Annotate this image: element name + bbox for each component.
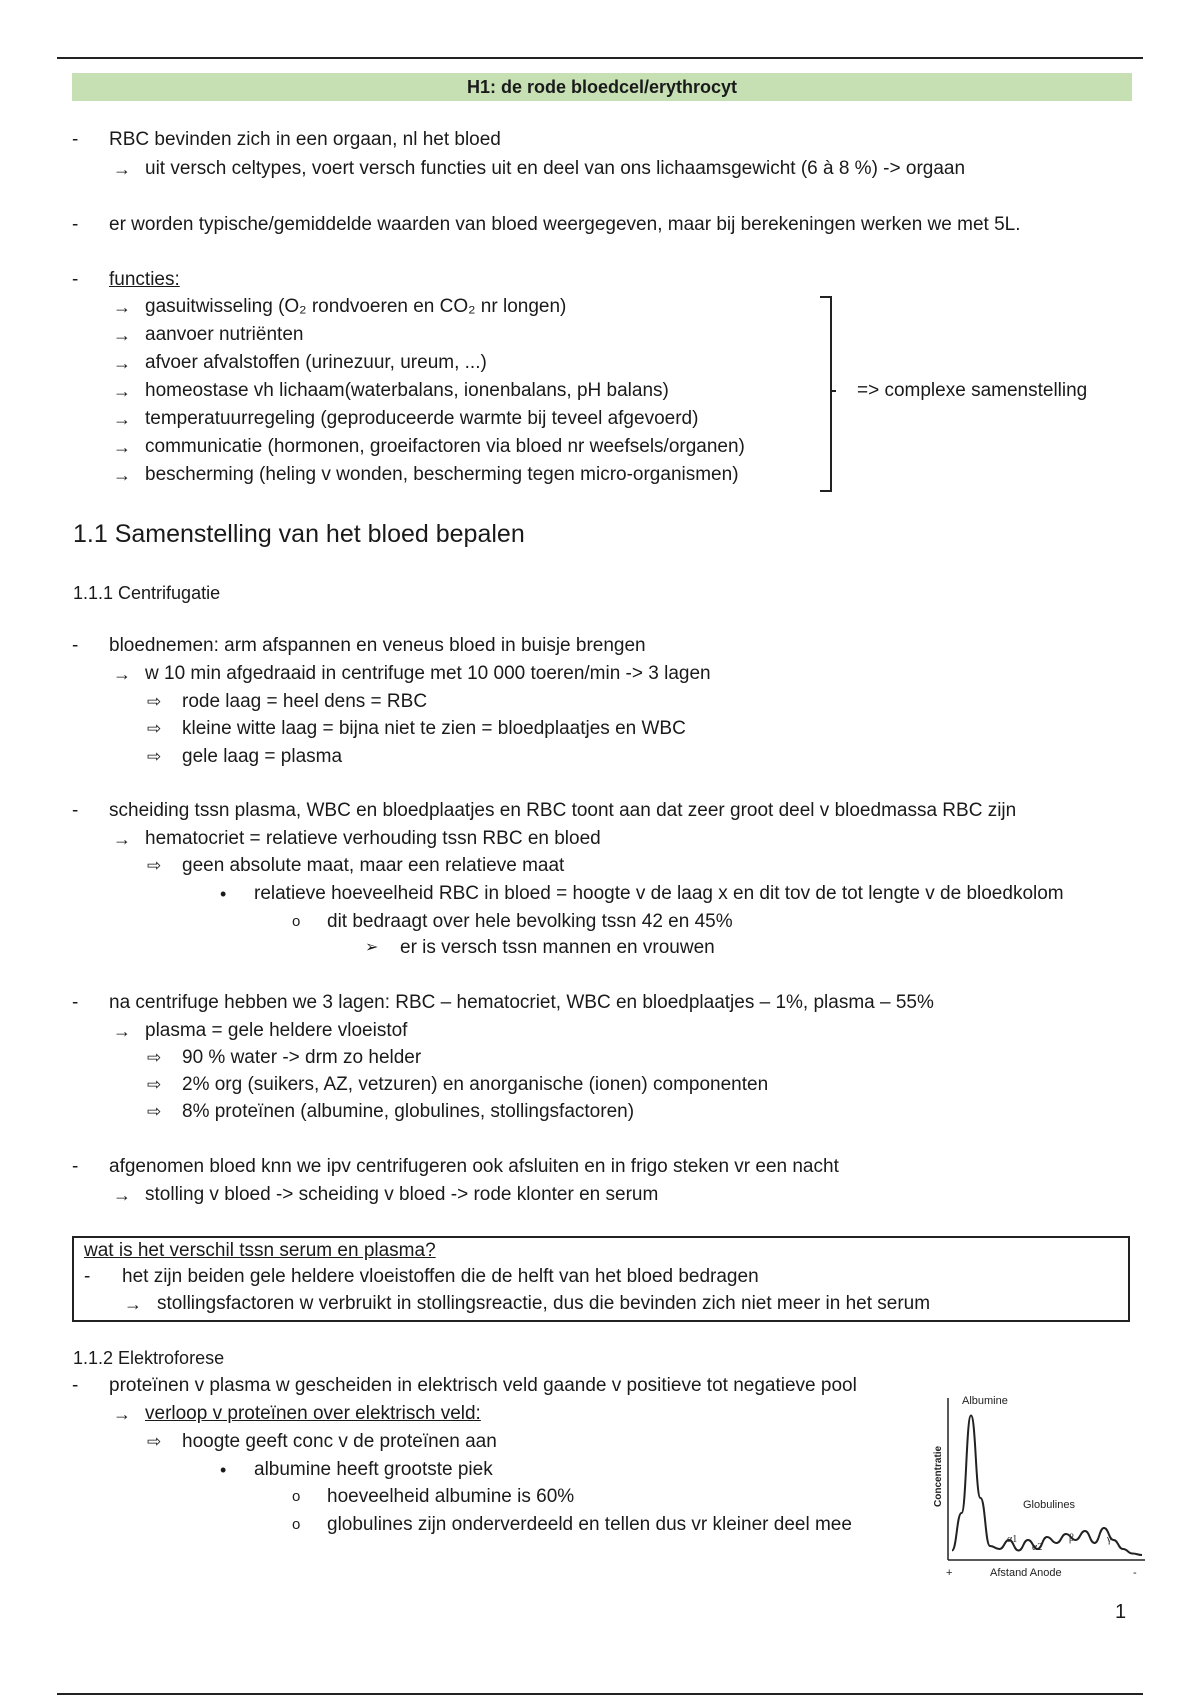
arrow-icon: → [113,409,131,429]
arrow-icon: → [113,1021,131,1041]
double-arrow-icon: ⇨ [147,1432,162,1451]
arrow-icon: → [113,325,131,345]
arrow-icon: → [113,829,131,849]
annotation-alpha2: α2 [1032,1542,1043,1553]
double-arrow-icon: ⇨ [147,719,162,738]
brace-note: => complexe samenstelling [857,380,1088,401]
arrow-icon: → [113,353,131,373]
subsection-heading: 1.1.2 Elektroforese [73,1348,225,1368]
circle-bullet-icon: o [292,1516,301,1533]
annotation-beta: β [1069,1533,1075,1544]
arrow-icon: → [113,159,131,179]
double-arrow-icon: ⇨ [147,692,162,711]
chapter-title: H1: de rode bloedcel/erythrocyt [72,73,1132,101]
x-start-label: + [946,1567,953,1579]
top-rule [57,57,1143,59]
page-number: 1 [1115,1601,1127,1623]
electrophoresis-chart [930,1390,1150,1585]
bullet-icon: • [220,1460,227,1480]
section-heading: 1.1 Samenstelling van het bloed bepalen [73,520,525,548]
series-line [952,1416,1142,1556]
double-arrow-icon: ⇨ [147,856,162,875]
annotation-alpha1: α1 [1007,1534,1018,1545]
bracket-icon [820,296,832,492]
annotation-albumine: Albumine [962,1395,1008,1407]
subsection-heading: 1.1.1 Centrifugatie [73,583,221,603]
x-axis-label: Afstand Anode [990,1567,1062,1579]
double-arrow-icon: ⇨ [147,1075,162,1094]
arrow-icon: → [113,381,131,401]
arrow-icon: → [113,664,131,684]
bullet-icon: • [220,884,227,904]
arrow-icon: → [113,437,131,457]
circle-bullet-icon: o [292,913,301,930]
arrow-icon: → [113,1404,131,1424]
y-axis-label: Concentratie [933,1445,944,1507]
arrow-icon: → [124,1294,142,1314]
annotation-globulines: Globulines [1023,1499,1075,1511]
double-arrow-icon: ⇨ [147,747,162,766]
circle-bullet-icon: o [292,1488,301,1505]
arrow-icon: → [113,465,131,485]
arrow-icon: → [113,297,131,317]
x-end-label: - [1133,1567,1137,1579]
bottom-rule [57,1693,1143,1695]
arrowhead-bullet-icon: ➢ [365,939,379,956]
arrow-icon: → [113,1185,131,1205]
double-arrow-icon: ⇨ [147,1048,162,1067]
bracket-tick [830,390,836,392]
annotation-gamma: γ [1107,1534,1112,1545]
double-arrow-icon: ⇨ [147,1102,162,1121]
